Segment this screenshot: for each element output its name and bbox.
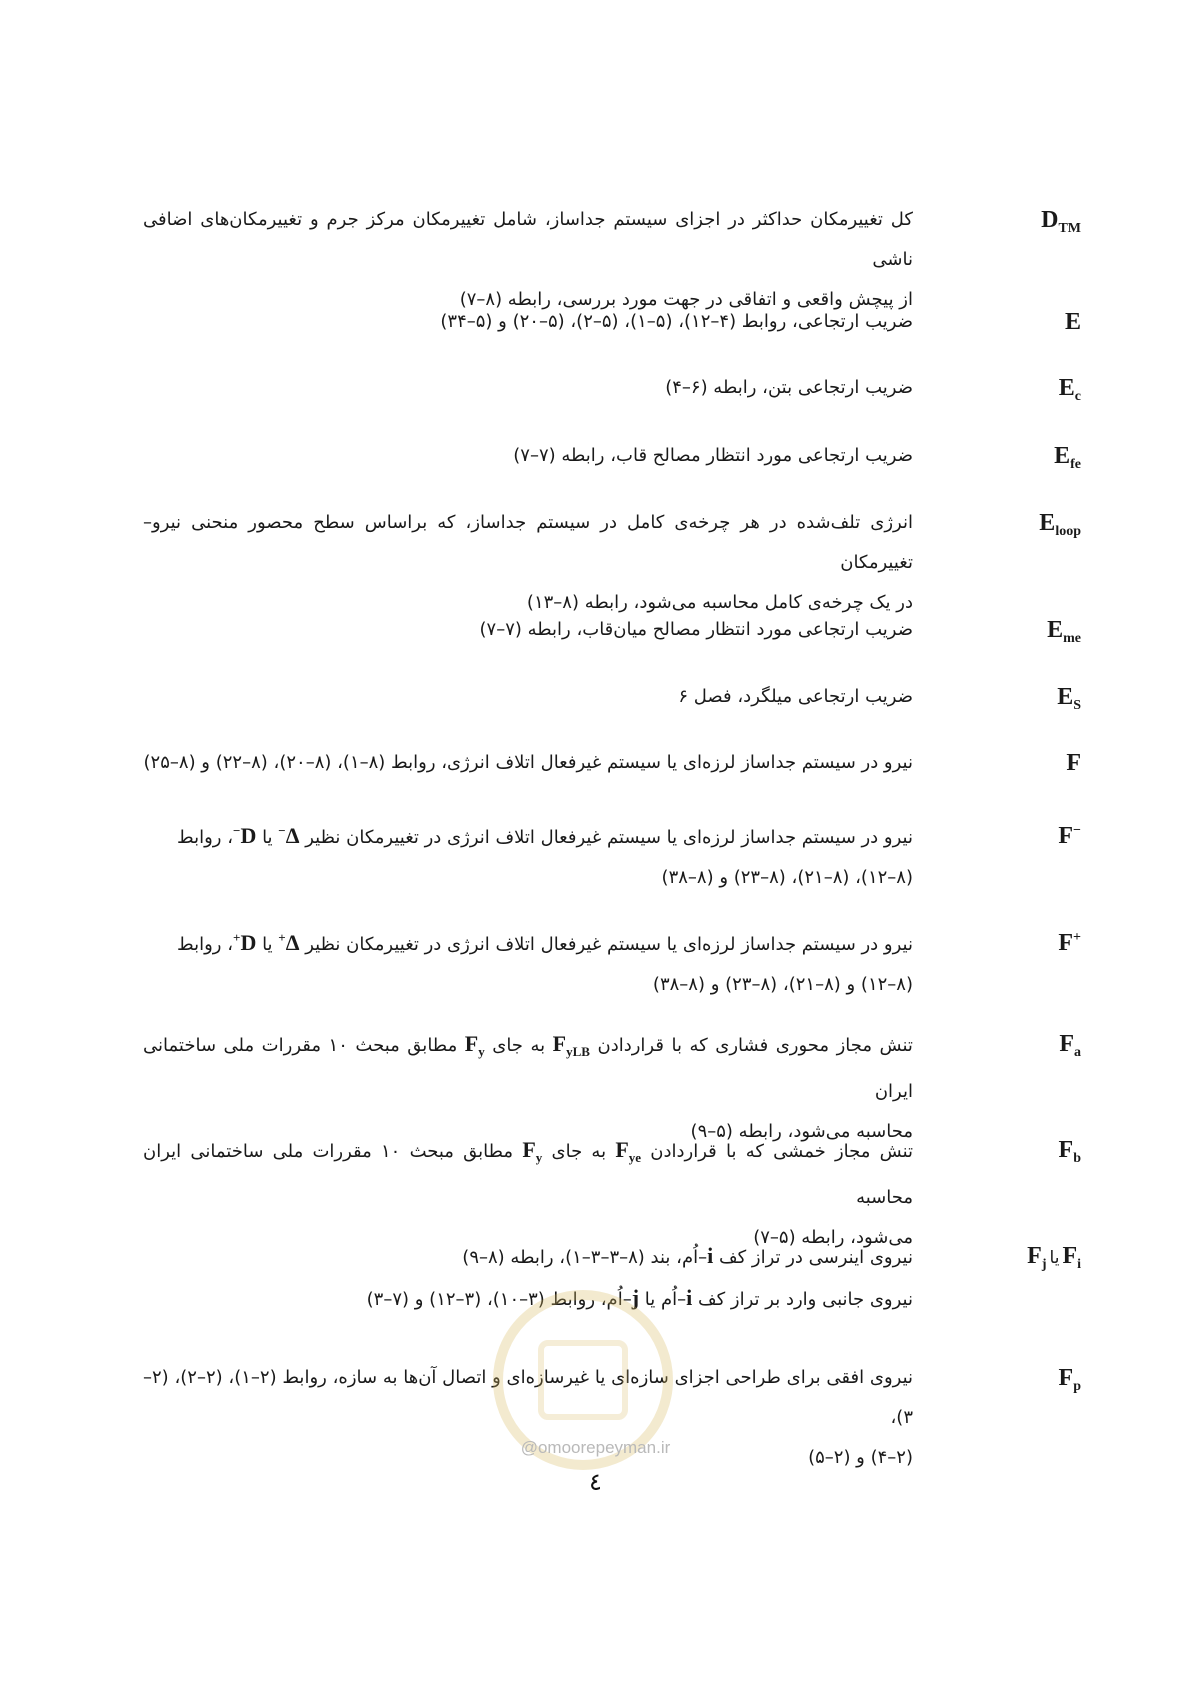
definition-line: نیروی افقی برای طراحی اجزای سازه‌ای یا غیرسازه‌ای و اتصال آن‌ها به سازه، روابط (۲–۱)، (۲–۲)، (۲–۳)، bbox=[143, 1367, 914, 1428]
definition-line: ضریب ارتجاعی مورد انتظار مصالح میان‌قاب، رابطه (۷–۷) bbox=[479, 619, 913, 640]
definition-line: کل تغییرمکان حداکثر در اجزای سیستم جداساز، شامل تغییرمکان مرکز جرم و تغییرمکان‌های اضافی ناشی bbox=[143, 209, 913, 270]
definition-line: از پیچش واقعی و اتفاقی در جهت مورد بررسی، رابطه (۸–۷) bbox=[459, 289, 913, 310]
definition-text: نیرو در سیستم جداساز لرزه‌ای یا سیستم غیرفعال اتلاف انرژی در تغییرمکان نظیر bbox=[305, 934, 913, 955]
definition-efe bbox=[143, 436, 913, 476]
definition-line: ضریب ارتجاعی مورد انتظار مصالح قاب، رابطه (۷–۷) bbox=[513, 445, 913, 466]
definition-line bbox=[143, 811, 913, 858]
symbol-j: j bbox=[631, 1285, 640, 1310]
definition-text: تنش مجاز خمشی که با قراردادن bbox=[650, 1141, 914, 1162]
definition-line: ضریب ارتجاعی بتن، رابطه (۶–۴) bbox=[665, 377, 913, 398]
symbol-or-text: یا bbox=[1049, 1248, 1060, 1268]
symbol-fylb: $F_{yLB}$ bbox=[552, 1031, 590, 1059]
definition-e bbox=[143, 302, 913, 342]
page-number: ٤ bbox=[589, 1468, 602, 1496]
definition-f-plus bbox=[143, 918, 913, 1005]
definition-line bbox=[143, 918, 913, 965]
definition-text: یا bbox=[262, 934, 273, 955]
symbol-fi-fj: $F_j$ یا $F_i$ bbox=[1027, 1243, 1081, 1272]
watermark-text: @omoorepeyman.ir bbox=[520, 1438, 671, 1457]
symbol-fy: $F_y$ bbox=[522, 1137, 543, 1165]
symbol-e: E bbox=[1064, 309, 1081, 335]
definition-text: –اُم، بند (۸–۳–۳–۱)، رابطه (۸–۹) bbox=[462, 1247, 708, 1268]
symbol-fy: $F_y$ bbox=[464, 1031, 485, 1059]
definition-eme bbox=[143, 610, 913, 650]
definition-line bbox=[143, 1024, 913, 1112]
definition-text: مطابق مبحث ۱۰ مقررات ملی ساختمانی ایران bbox=[143, 1035, 913, 1102]
symbol-i: i bbox=[686, 1285, 693, 1310]
definition-fp bbox=[143, 1358, 913, 1478]
definition-eloop bbox=[143, 503, 913, 623]
symbol-f-plus: F+ bbox=[1058, 930, 1081, 956]
definition-line: نیرو در سیستم جداساز لرزه‌ای یا سیستم غیرفعال اتلاف انرژی، روابط (۸–۱)، (۸–۲۰)، (۸–۲۲) و (۸–۲۵) bbox=[143, 752, 913, 773]
definition-f bbox=[143, 743, 913, 783]
definition-line: انرژی تلف‌شده در هر چرخه‌ی کامل در سیستم جداساز، که براساس سطح محصور منحنی نیرو– تغییرمکان bbox=[143, 512, 913, 573]
definition-ec bbox=[143, 368, 913, 408]
definition-text: –اُم، روابط (۳–۱۰)، (۳–۱۲) و (۷–۳) bbox=[366, 1289, 632, 1310]
symbol-dtm: $D_{TM}$ bbox=[1041, 207, 1081, 236]
symbol-delta-minus: Δ− bbox=[278, 823, 300, 848]
definition-text: –اُم یا bbox=[644, 1289, 687, 1310]
definition-line bbox=[143, 1130, 913, 1218]
symbol-d-minus: D− bbox=[233, 823, 257, 848]
definition-fi-fj bbox=[143, 1236, 913, 1320]
symbol-f: F bbox=[1066, 750, 1081, 776]
definition-line: می‌شود، رابطه (۵–۷) bbox=[753, 1227, 913, 1248]
symbol-fye: $F_{ye}$ bbox=[615, 1137, 642, 1165]
definition-line: ضریب ارتجاعی، روابط (۴–۱۲)، (۵–۱)، (۵–۲)، (۵–۲۰) و (۵–۳۴) bbox=[440, 311, 913, 332]
definition-text: ، روابط bbox=[177, 934, 234, 955]
symbol-i: i bbox=[707, 1243, 714, 1268]
definition-line: (۸–۱۲)، (۸–۲۱)، (۸–۲۳) و (۸–۳۸) bbox=[661, 867, 913, 888]
symbol-fa: $F_a$ bbox=[1059, 1031, 1081, 1060]
symbol-ec: $E_c$ bbox=[1058, 375, 1081, 404]
definition-text: یا bbox=[262, 827, 273, 848]
definition-text: ، روابط bbox=[177, 827, 234, 848]
definition-es bbox=[143, 677, 913, 717]
definition-text: نیرو در سیستم جداساز لرزه‌ای یا سیستم غیرفعال اتلاف انرژی در تغییرمکان نظیر bbox=[305, 827, 913, 848]
definition-line: در یک چرخه‌ی کامل محاسبه می‌شود، رابطه (۸–۱۳) bbox=[526, 592, 913, 613]
definition-f-minus bbox=[143, 811, 913, 898]
definition-text: به جای bbox=[492, 1035, 546, 1056]
definition-text: به جای bbox=[551, 1141, 607, 1162]
symbol-fb: $F_b$ bbox=[1058, 1137, 1081, 1166]
symbol-eloop: $E_{loop}$ bbox=[1039, 510, 1081, 539]
definition-text: مطابق مبحث ۱۰ مقررات ملی ساختمانی ایران محاسبه bbox=[143, 1141, 913, 1208]
definition-line: محاسبه می‌شود، رابطه (۵–۹) bbox=[690, 1121, 913, 1142]
definition-text: نیروی جانبی وارد بر تراز کف bbox=[698, 1289, 913, 1310]
symbol-eme: $E_{me}$ bbox=[1047, 617, 1081, 646]
definition-line bbox=[143, 1236, 913, 1278]
symbol-f-minus: F− bbox=[1058, 823, 1081, 849]
definition-line: (۸–۱۲) و (۸–۲۱)، (۸–۲۳) و (۸–۳۸) bbox=[652, 974, 913, 995]
definition-text: تنش مجاز محوری فشاری که با قراردادن bbox=[597, 1035, 913, 1056]
definition-line: ضریب ارتجاعی میلگرد، فصل ۶ bbox=[678, 686, 913, 707]
symbol-d-plus: D+ bbox=[233, 930, 257, 955]
definition-text: نیروی اینرسی در تراز کف bbox=[718, 1247, 913, 1268]
symbol-es: $E_S$ bbox=[1057, 684, 1081, 713]
symbol-delta-plus: Δ+ bbox=[278, 930, 300, 955]
definition-line: (۲–۴) و (۲–۵) bbox=[808, 1447, 913, 1468]
symbol-fp: $F_p$ bbox=[1058, 1365, 1081, 1394]
symbol-efe: $E_{fe}$ bbox=[1054, 443, 1081, 472]
definition-line bbox=[143, 1278, 913, 1320]
